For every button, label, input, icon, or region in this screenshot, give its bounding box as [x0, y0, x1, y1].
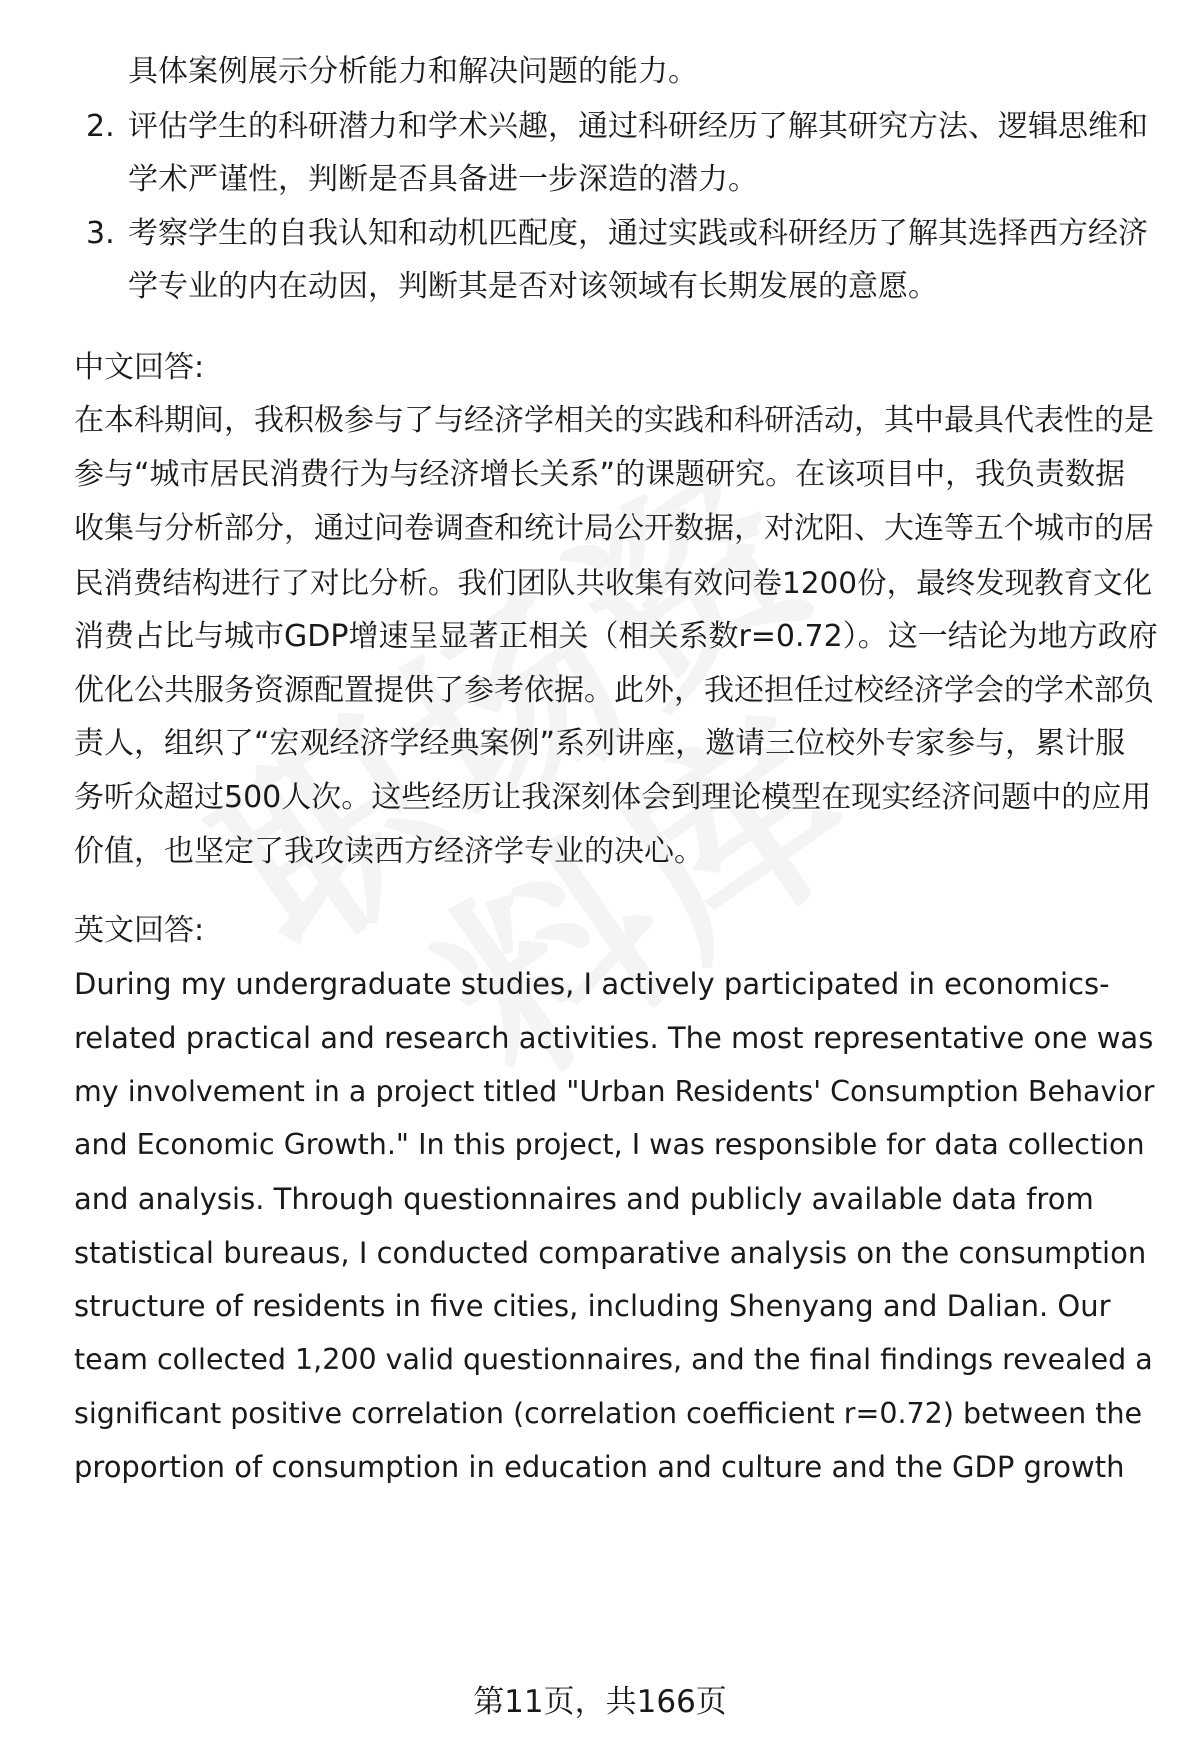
list-item-1-tail: 具体案例展示分析能力和解决问题的能力。 [128, 54, 698, 89]
list-item-3-line-2: 学专业的内在动因，判断其是否对该领域有长期发展的意愿。 [128, 269, 938, 304]
english-answer-line: team collected 1,200 valid questionnaires, and the final findings revealed a [74, 1343, 1153, 1376]
chinese-answer-heading: 中文回答: [74, 350, 205, 385]
chinese-answer-line: 责人，组织了“宏观经济学经典案例”系列讲座，邀请三位校外专家参与，累计服 [74, 726, 1126, 761]
list-item-3-line-1: 考察学生的自我认知和动机匹配度，通过实践或科研经历了解其选择西方经济 [128, 216, 1148, 251]
chinese-answer-line: 收集与分析部分，通过问卷调查和统计局公开数据，对沈阳、大连等五个城市的居 [74, 511, 1154, 546]
list-item-2-line-2: 学术严谨性，判断是否具备进一步深造的潜力。 [128, 162, 758, 197]
english-answer-line: statistical bureaus, I conducted comparative analysis on the consumption [74, 1236, 1147, 1270]
english-answer-line: significant positive correlation (correlation coefficient r=0.72) between the [74, 1397, 1143, 1430]
chinese-answer-line: 消费占比与城市GDP增速呈显著正相关（相关系数r=0.72）。这一结论为地方政府 [74, 619, 1158, 654]
chinese-answer-line: 参与“城市居民消费行为与经济增长关系”的课题研究。在该项目中，我负责数据 [74, 457, 1126, 492]
english-answer-line: related practical and research activities. The most representative one was [74, 1021, 1154, 1055]
chinese-answer-line: 在本科期间，我积极参与了与经济学相关的实践和科研活动，其中最具代表性的是 [74, 403, 1154, 438]
list-item-3-number: 3. [86, 216, 115, 251]
english-answer-line: proportion of consumption in education and culture and the GDP growth [74, 1450, 1125, 1484]
list-item-2-line-1: 评估学生的科研潜力和学术兴趣，通过科研经历了解其研究方法、逻辑思维和 [128, 109, 1148, 144]
english-answer-line: During my undergraduate studies, I actively participated in economics- [74, 967, 1110, 1001]
english-answer-heading: 英文回答: [74, 913, 205, 948]
chinese-answer-line: 优化公共服务资源配置提供了参考依据。此外，我还担任过校经济学会的学术部负 [74, 673, 1154, 708]
chinese-answer-line: 价值，也坚定了我攻读西方经济学专业的决心。 [74, 834, 704, 869]
chinese-answer-line: 民消费结构进行了对比分析。我们团队共收集有效问卷1200份，最终发现教育文化 [74, 566, 1153, 600]
english-answer-line: my involvement in a project titled "Urban Residents' Consumption Behavior [74, 1075, 1155, 1108]
english-answer-line: and Economic Growth." In this project, I was responsible for data collection [74, 1128, 1145, 1161]
english-answer-line: structure of residents in five cities, including Shenyang and Dalian. Our [74, 1289, 1111, 1323]
english-answer-line: and analysis. Through questionnaires and publicly available data from [74, 1182, 1094, 1216]
list-item-2-number: 2. [86, 109, 115, 144]
chinese-answer-line: 务听众超过500人次。这些经历让我深刻体会到理论模型在现实经济问题中的应用 [74, 780, 1152, 815]
page-number-footer: 第11页，共166页 [473, 1684, 727, 1720]
